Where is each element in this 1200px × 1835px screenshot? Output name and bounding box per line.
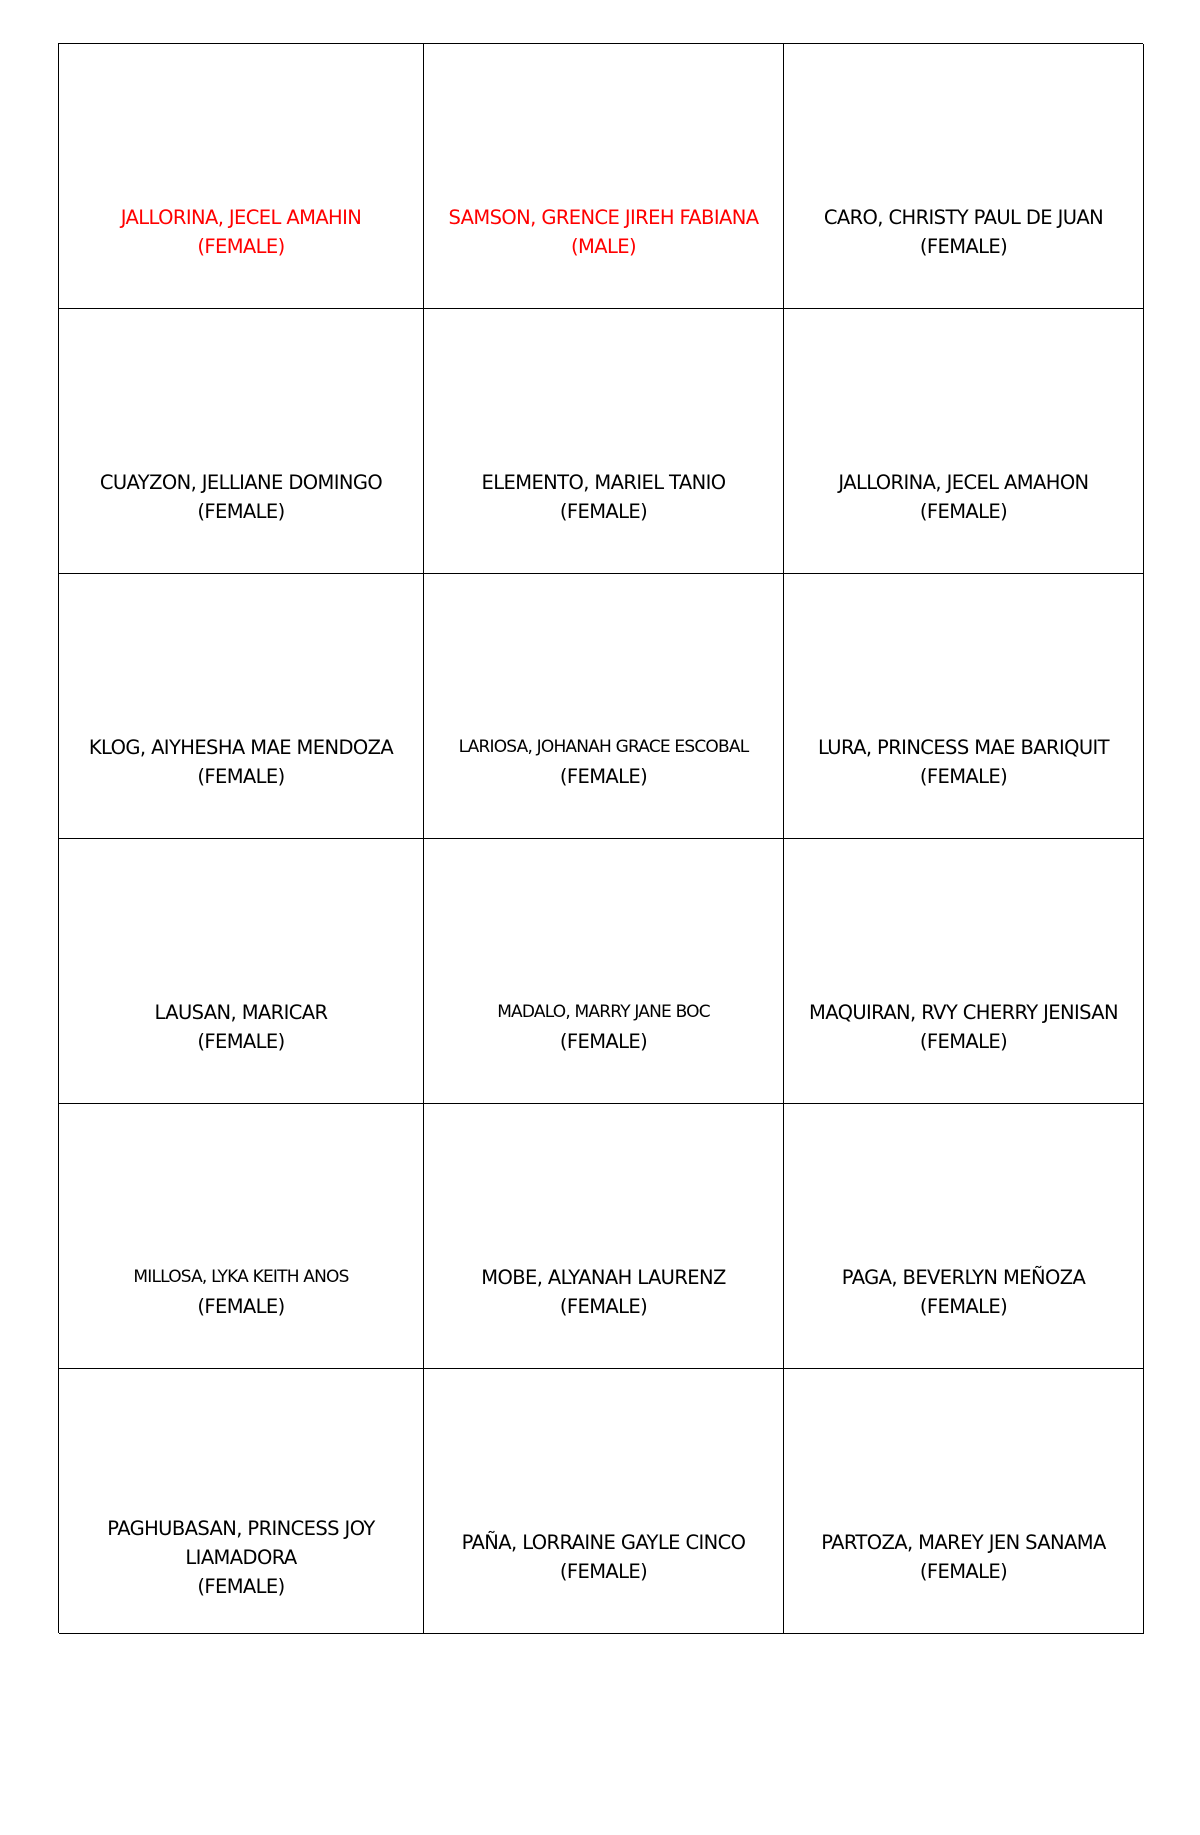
student-name: PAGA, BEVERLYN MEÑOZA	[841, 1266, 1086, 1289]
name-card-text	[430, 1528, 777, 1586]
student-gender: (FEMALE)	[919, 235, 1008, 258]
name-card	[424, 309, 784, 574]
student-gender: (FEMALE)	[197, 1575, 285, 1598]
student-name: LARIOSA, JOHANAH GRACE ESCOBAL	[458, 737, 749, 757]
name-card-text	[790, 1528, 1137, 1586]
student-gender: (FEMALE)	[919, 1560, 1008, 1583]
name-card-text	[430, 468, 777, 526]
name-card-text	[65, 1514, 417, 1601]
name-card-text	[430, 203, 777, 261]
name-card	[424, 1104, 784, 1369]
student-name: ELEMENTO, MARIEL TANIO	[481, 471, 726, 494]
name-card	[59, 1369, 424, 1634]
student-gender: (FEMALE)	[559, 765, 648, 788]
name-card-text	[65, 468, 417, 526]
name-card	[784, 839, 1144, 1104]
name-card	[784, 574, 1144, 839]
student-gender: (FEMALE)	[559, 1560, 648, 1583]
name-card-text	[430, 1263, 777, 1321]
student-gender: (FEMALE)	[559, 500, 648, 523]
student-name: PAÑA, LORRAINE GAYLE CINCO	[461, 1531, 746, 1554]
student-name: SAMSON, GRENCE JIREH FABIANA	[448, 206, 759, 229]
student-name: JALLORINA, JECEL AMAHIN	[120, 206, 362, 229]
name-card	[424, 574, 784, 839]
student-gender: (FEMALE)	[919, 1030, 1008, 1053]
name-card-text	[790, 203, 1137, 261]
student-name: JALLORINA, JECEL AMAHON	[838, 471, 1089, 494]
name-card-text	[790, 733, 1137, 791]
name-card-text	[65, 733, 417, 791]
student-name: MAQUIRAN, RVY CHERRY JENISAN	[808, 1001, 1119, 1024]
student-gender: (FEMALE)	[197, 500, 285, 523]
student-name: LURA, PRINCESS MAE BARIQUIT	[818, 736, 1109, 759]
name-card-text	[790, 1263, 1137, 1321]
name-card	[59, 574, 424, 839]
student-gender: (FEMALE)	[197, 765, 285, 788]
student-gender: (FEMALE)	[197, 1030, 285, 1053]
student-name: KLOG, AIYHESHA MAE MENDOZA	[88, 736, 394, 759]
student-name: MOBE, ALYANAH LAURENZ	[481, 1266, 726, 1289]
student-gender: (FEMALE)	[919, 500, 1008, 523]
name-card	[784, 1369, 1144, 1634]
name-card	[784, 1104, 1144, 1369]
student-gender: (FEMALE)	[919, 765, 1008, 788]
student-name: MILLOSA, LYKA KEITH ANOS	[133, 1267, 349, 1287]
name-card-grid	[58, 43, 1143, 1633]
name-card	[59, 1104, 424, 1369]
name-card	[784, 44, 1144, 309]
student-gender: (FEMALE)	[197, 1295, 285, 1318]
student-name: CARO, CHRISTY PAUL DE JUAN	[823, 206, 1104, 229]
student-name: MADALO, MARRY JANE BOC	[497, 1002, 710, 1022]
student-gender: (FEMALE)	[559, 1295, 648, 1318]
name-card-text	[65, 1263, 417, 1321]
name-card	[59, 309, 424, 574]
name-card	[424, 44, 784, 309]
name-card-text	[790, 468, 1137, 526]
name-card-text	[430, 733, 777, 791]
name-card	[59, 44, 424, 309]
student-gender: (FEMALE)	[197, 235, 285, 258]
student-gender: (FEMALE)	[559, 1030, 648, 1053]
name-card	[424, 1369, 784, 1634]
name-card	[59, 839, 424, 1104]
student-name: LAUSAN, MARICAR	[154, 1001, 328, 1024]
student-name: CUAYZON, JELLIANE DOMINGO	[99, 471, 383, 494]
student-gender: (FEMALE)	[919, 1295, 1008, 1318]
student-name: PARTOZA, MAREY JEN SANAMA	[821, 1531, 1106, 1554]
name-card-text	[65, 998, 417, 1056]
name-card	[784, 309, 1144, 574]
student-gender: (MALE)	[571, 235, 636, 258]
name-card-text	[790, 998, 1137, 1056]
name-card-text	[65, 203, 417, 261]
student-name: PAGHUBASAN, PRINCESS JOY LIAMADORA	[107, 1517, 375, 1569]
name-card-text	[430, 998, 777, 1056]
name-card	[424, 839, 784, 1104]
